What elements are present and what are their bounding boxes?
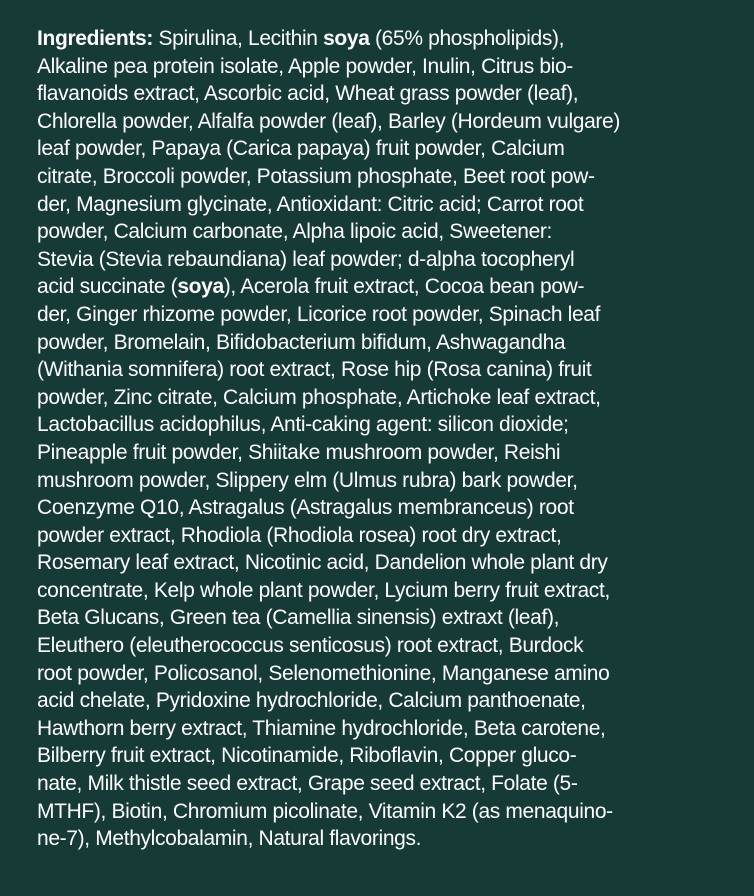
ingredients-line: [37, 273, 754, 301]
ingredients-line: (Withania somnifera) root extract, Rose hip (Rosa canina) fruit: [37, 358, 592, 382]
ingredients-line: Hawthorn berry extract, Thiamine hydrochloride, Beta carotene,: [37, 716, 606, 740]
ingredients-line: [37, 25, 754, 53]
ingredients-line: mushroom powder, Slippery elm (Ulmus rubra) bark powder,: [37, 468, 578, 492]
ingredients-line: powder, Bromelain, Bifidobacterium bifidum, Ashwagandha: [37, 330, 566, 354]
ingredients-heading: Ingredients:: [37, 27, 153, 50]
ingredients-line: powder, Zinc citrate, Calcium phosphate, Artichoke leaf extract,: [37, 385, 601, 409]
ingredients-line: der, Ginger rhizome powder, Licorice root powder, Spinach leaf: [37, 302, 601, 326]
ingredients-line: der, Magnesium glycinate, Antioxidant: Citric acid; Carrot root: [37, 192, 584, 216]
ingredients-line: Stevia (Stevia rebaundiana) leaf powder; d-alpha tocopheryl: [37, 247, 575, 271]
ingredients-text: [37, 25, 754, 853]
ingredients-line: Alkaline pea protein isolate, Apple powder, Inulin, Citrus bio-: [37, 54, 573, 78]
ingredients-line: root powder, Policosanol, Selenomethionine, Manganese amino: [37, 661, 610, 685]
ingredients-line: Bilberry fruit extract, Nicotinamide, Riboflavin, Copper gluco-: [37, 744, 577, 768]
ingredients-line: flavanoids extract, Ascorbic acid, Wheat grass powder (leaf),: [37, 82, 579, 106]
ingredients-line: leaf powder, Papaya (Carica papaya) fruit powder, Calcium: [37, 137, 565, 161]
ingredients-segment: ), Acerola fruit extract, Cocoa bean pow-: [223, 275, 585, 299]
ingredients-line: nate, Milk thistle seed extract, Grape seed extract, Folate (5-: [37, 772, 578, 796]
ingredients-line: concentrate, Kelp whole plant powder, Lycium berry fruit extract,: [37, 578, 610, 602]
ingredients-line: powder extract, Rhodiola (Rhodiola rosea) root dry extract,: [37, 523, 562, 547]
ingredients-line: Chlorella powder, Alfalfa powder (leaf), Barley (Hordeum vulgare): [37, 109, 621, 133]
ingredients-segment: Spirulina, Lecithin: [152, 27, 324, 50]
ingredients-line: ne-7), Methylcobalamin, Natural flavorings.: [37, 827, 422, 851]
ingredients-line: Eleuthero (eleutherococcus senticosus) root extract, Burdock: [37, 634, 584, 658]
ingredients-segment: (65% phospholipids),: [369, 27, 565, 50]
ingredients-segment: acid succinate (: [37, 275, 178, 299]
ingredients-line: acid chelate, Pyridoxine hydrochloride, Calcium panthoenate,: [37, 689, 586, 713]
ingredients-line: Beta Glucans, Green tea (Camellia sinensis) extraxt (leaf),: [37, 606, 560, 630]
ingredients-line: Rosemary leaf extract, Nicotinic acid, Dandelion whole plant dry: [37, 551, 608, 575]
ingredients-line: citrate, Broccoli powder, Potassium phosphate, Beet root pow-: [37, 164, 595, 188]
allergen-soya: soya: [177, 275, 224, 299]
ingredients-line: MTHF), Biotin, Chromium picolinate, Vitamin K2 (as menaquino-: [37, 799, 613, 823]
ingredients-line: Lactobacillus acidophilus, Anti-caking agent: silicon dioxide;: [37, 413, 569, 437]
ingredients-line: powder, Calcium carbonate, Alpha lipoic acid, Sweetener:: [37, 220, 553, 244]
ingredients-line: Coenzyme Q10, Astragalus (Astragalus membranceus) root: [37, 496, 574, 520]
allergen-soya: soya: [323, 27, 370, 50]
ingredients-line: Pineapple fruit powder, Shiitake mushroom powder, Reishi: [37, 440, 561, 464]
